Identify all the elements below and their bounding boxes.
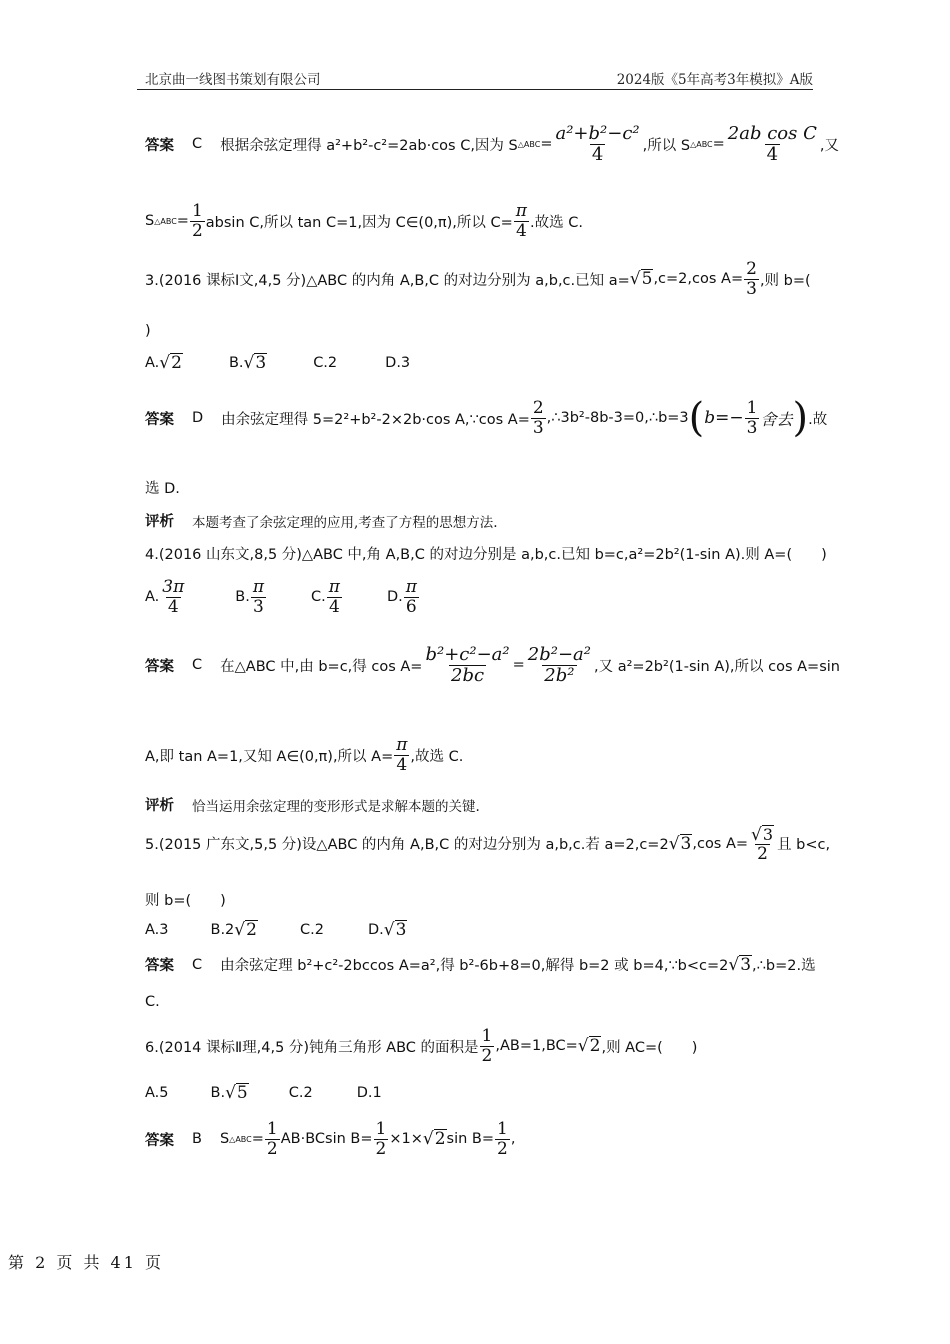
option-d (368, 920, 407, 940)
fraction (265, 1120, 280, 1158)
option-label: B. (235, 589, 250, 606)
fraction-numerator: 1 (497, 1119, 508, 1139)
answer-label: 答案 (145, 658, 174, 675)
header-book-title: 2024版《5年高考3年模拟》A版 (616, 72, 813, 88)
option-d: D.1 (356, 1084, 382, 1101)
answer-letter: C (192, 657, 203, 674)
fraction-numerator (749, 824, 776, 844)
answer-math: 舍去 (760, 409, 793, 429)
fraction-denominator: 4 (328, 596, 340, 617)
q4-answer-line2 (145, 736, 463, 774)
fraction-numerator: 1 (266, 1119, 278, 1139)
question-text: ,则 AC=( ) (601, 1039, 698, 1056)
question-text: 且 b<c, (777, 837, 831, 854)
fraction (514, 202, 529, 240)
answer-text: 由余弦定理得 5=2²+b²-2×2b·cos A,∵cos A= (221, 411, 530, 428)
fraction (160, 578, 186, 616)
sqrt: √ 3 (728, 954, 752, 975)
fraction-numerator: 1 (375, 1119, 387, 1139)
subscript: △ABC (517, 139, 541, 149)
sqrt: √ 5 (225, 1083, 248, 1103)
right-paren: ) (792, 395, 809, 441)
answer-label: 答案 (145, 958, 174, 974)
sqrt: √ 2 (422, 1129, 446, 1150)
answer-label: 答案 (145, 137, 174, 154)
fraction-numerator: 2b²−a² (527, 644, 592, 665)
fraction (526, 645, 593, 686)
q4-stem (145, 543, 827, 564)
fraction (423, 645, 511, 686)
question-text: 4.(2016 山东文,8,5 分)△ABC 中,角 A,B,C 的对边分别是 a,b,c.已知 b=c,a²=2b²(1-sin A).则 A=( ) (145, 547, 827, 563)
answer-text: ,又 (819, 137, 839, 154)
option-d: D.3 (385, 354, 411, 371)
answer-text: .故选 C. (529, 214, 583, 231)
answer-text: A,即 tan A=1,又知 A∈(0,π),所以 A= (145, 748, 394, 765)
fraction-numerator: 3π (162, 577, 185, 597)
answer-text: absin C,所以 tan C=1,因为 C∈(0,π),所以 C= (205, 214, 513, 231)
fraction-numerator: a²+b²−c² (555, 123, 640, 144)
fraction-numerator: 2 (746, 259, 757, 279)
answer-letter: C (192, 956, 203, 973)
option-label: A. (145, 354, 160, 371)
fraction-denominator: 4 (766, 143, 779, 165)
answer-letter: D (192, 410, 204, 426)
header-publisher: 北京曲一线图书策划有限公司 (145, 72, 321, 88)
fraction (251, 578, 266, 616)
fraction-denominator: 2 (375, 1138, 387, 1159)
question-text: ,则 b=( (759, 272, 811, 289)
fraction-denominator: 2 (481, 1045, 493, 1066)
sqrt: √ 5 (629, 269, 653, 290)
option-d (387, 578, 420, 616)
q2-answer-line2 (145, 202, 583, 240)
fraction-numerator: b²+c²−a² (425, 644, 510, 665)
option-c (311, 578, 343, 616)
fraction-numerator: 2ab cos C (727, 123, 817, 144)
option-a (145, 578, 187, 616)
option-c: C.2 (313, 354, 338, 371)
equals: = (712, 136, 725, 153)
header-divider (137, 89, 813, 90)
fraction-denominator: 3 (746, 417, 758, 438)
option-a (145, 353, 183, 373)
q5-answer-line2 (145, 994, 160, 1010)
fraction-denominator: 2 (757, 843, 768, 864)
option-label: D. (386, 589, 403, 606)
equals: = (540, 136, 553, 153)
equals: = (251, 1131, 264, 1148)
question-text: 5.(2015 广东文,5,5 分)设△ABC 的内角 A,B,C 的对边分别为 a,b,c.若 a=2,c=2 (145, 837, 669, 854)
question-text: ) (145, 323, 151, 339)
option-a: A.3 (145, 921, 169, 938)
fraction (374, 1120, 389, 1158)
sqrt-radicand: 2 (589, 1036, 601, 1057)
question-text: ,c=2,cos A= (653, 271, 744, 288)
sqrt-radicand: 3 (680, 833, 692, 854)
sqrt: √ 2 (159, 353, 182, 373)
subscript: △ABC (690, 139, 713, 149)
q4-remark (145, 794, 480, 815)
answer-text: S (145, 213, 155, 230)
answer-math: b=− (704, 408, 744, 428)
q3-answer-line2 (145, 477, 180, 498)
q5-stem (145, 824, 830, 863)
option-c: C.2 (288, 1084, 313, 1101)
q5-answer-line1 (145, 954, 816, 975)
fraction-denominator: 4 (167, 596, 179, 617)
sqrt-radicand: 3 (395, 920, 407, 940)
fraction-numerator: π (396, 735, 408, 755)
answer-text: C. (145, 994, 160, 1010)
fraction (744, 260, 759, 298)
fraction-numerator: π (405, 577, 417, 597)
option-label: C. (311, 589, 326, 606)
question-text: 则 b=( ) (145, 893, 226, 909)
option-label: B. (228, 354, 244, 371)
remark-label: 评析 (145, 798, 174, 814)
q3-answer-line1 (145, 395, 828, 441)
fraction-denominator: 4 (515, 220, 527, 241)
fraction-denominator: 2 (497, 1138, 508, 1159)
sqrt-radicand: 5 (236, 1083, 248, 1103)
fraction-denominator: 4 (396, 754, 408, 775)
answer-text: .故 (808, 411, 828, 428)
sqrt: √ 2 (234, 920, 257, 940)
answer-text: ,∴b=2.选 (752, 958, 816, 974)
remark-text: 恰当运用余弦定理的变形形式是求解本题的关键. (192, 798, 480, 815)
fraction-denominator: 2 (266, 1138, 278, 1159)
fraction-denominator: 2b² (544, 664, 575, 686)
fraction-numerator: 1 (746, 397, 758, 418)
fraction (749, 824, 776, 863)
answer-text: ,所以 S (642, 137, 691, 154)
answer-text: 根据余弦定理得 a²+b²-c²=2ab·cos C,因为 S (220, 137, 518, 154)
fraction (495, 1120, 510, 1158)
sqrt-radicand: 5 (641, 269, 653, 290)
question-text: 6.(2014 课标Ⅱ理,4,5 分)钝角三角形 ABC 的面积是 (145, 1039, 479, 1056)
sqrt: √ 3 (383, 920, 407, 940)
remark-text: 本题考查了余弦定理的应用,考查了方程的思想方法. (192, 514, 498, 531)
fraction-numerator: 1 (191, 201, 203, 221)
fraction-denominator: 4 (591, 143, 604, 165)
subscript: △ABC (229, 1134, 252, 1144)
q3-stem-line2 (145, 323, 151, 339)
q2-answer-line1 (145, 124, 839, 165)
sqrt: √ 3 (668, 833, 692, 854)
fraction (480, 1027, 495, 1065)
fraction (553, 124, 641, 165)
fraction-numerator: 2 (532, 397, 544, 418)
sqrt: √ 3 (243, 353, 267, 373)
q4-answer-line1 (145, 645, 840, 686)
sqrt-radicand: 2 (246, 920, 257, 940)
option-label: D. (367, 921, 384, 938)
q3-remark (145, 510, 498, 531)
sqrt-radicand: 2 (434, 1129, 446, 1150)
answer-text: 在△ABC 中,由 b=c,得 cos A= (220, 658, 423, 675)
fraction-denominator: 3 (253, 596, 264, 617)
q3-options (145, 353, 410, 373)
option-c: C.2 (299, 921, 324, 938)
left-paren: ( (688, 395, 705, 441)
answer-text: ,∴3b²-8b-3=0,∴b=3 (546, 410, 689, 426)
answer-text: ,又 a²=2b²(1-sin A),所以 cos A=sin (594, 658, 840, 675)
equals: = (176, 213, 189, 230)
option-b (211, 1083, 249, 1103)
equals: = (512, 657, 525, 674)
fraction-numerator: 1 (481, 1026, 493, 1046)
fraction-denominator: 2 (191, 220, 203, 241)
option-b (235, 578, 267, 616)
sqrt-radicand: 3 (255, 353, 267, 373)
fraction (726, 124, 819, 165)
fraction-numerator: π (328, 577, 340, 597)
page-number-footer: 第 2 页 共 41 页 (8, 1253, 164, 1272)
fraction-denominator: 3 (746, 278, 757, 299)
q4-options (145, 578, 420, 616)
answer-letter: B (192, 1131, 202, 1148)
sqrt-radicand: 3 (762, 825, 774, 844)
q6-answer-line1 (145, 1120, 515, 1158)
option-label: B.2 (210, 921, 235, 938)
fraction-denominator: 6 (405, 596, 417, 617)
option-a: A.5 (145, 1084, 169, 1101)
fraction (531, 399, 546, 437)
fraction-denominator: 2bc (451, 664, 485, 686)
answer-label: 答案 (145, 411, 174, 428)
fraction (394, 736, 409, 774)
option-label: B. (210, 1084, 226, 1101)
question-text: ,AB=1,BC= (495, 1038, 578, 1055)
answer-letter: C (192, 136, 203, 153)
answer-label: 答案 (145, 1132, 174, 1149)
q6-options (145, 1083, 382, 1103)
fraction-denominator: 3 (532, 417, 544, 438)
option-label: A. (145, 589, 160, 606)
fraction (404, 578, 419, 616)
subscript: △ABC (154, 216, 177, 226)
q5-options (145, 920, 407, 940)
fraction-numerator: π (515, 201, 527, 221)
q6-stem (145, 1027, 697, 1065)
option-b (211, 920, 258, 940)
sqrt-radicand: 3 (740, 954, 752, 975)
answer-text: ×1× (389, 1131, 423, 1148)
sqrt: √ 3 (751, 825, 774, 845)
question-text: 3.(2016 课标Ⅰ文,4,5 分)△ABC 的内角 A,B,C 的对边分别为 a,b,c.已知 a= (145, 272, 630, 289)
answer-text: ,故选 C. (410, 748, 464, 765)
option-b (229, 353, 267, 373)
answer-text: 选 D. (145, 481, 180, 497)
fraction (190, 202, 205, 240)
fraction (745, 399, 760, 437)
answer-text: sin B= (446, 1131, 495, 1148)
sqrt: √ 2 (577, 1036, 601, 1057)
question-text: ,cos A= (692, 835, 749, 852)
fraction-numerator: π (252, 577, 265, 597)
q3-stem (145, 260, 811, 298)
answer-text: 由余弦定理 b²+c²-2bccos A=a²,得 b²-6b+8=0,解得 b=2 或 b=4,∵b<c=2 (220, 958, 729, 974)
q5-stem-line2 (145, 889, 226, 910)
fraction (327, 578, 342, 616)
sqrt-radicand: 2 (171, 353, 182, 373)
answer-text: S (219, 1131, 230, 1148)
remark-label: 评析 (145, 514, 174, 530)
answer-text: AB·BCsin B= (280, 1131, 373, 1148)
answer-text: , (510, 1131, 516, 1148)
